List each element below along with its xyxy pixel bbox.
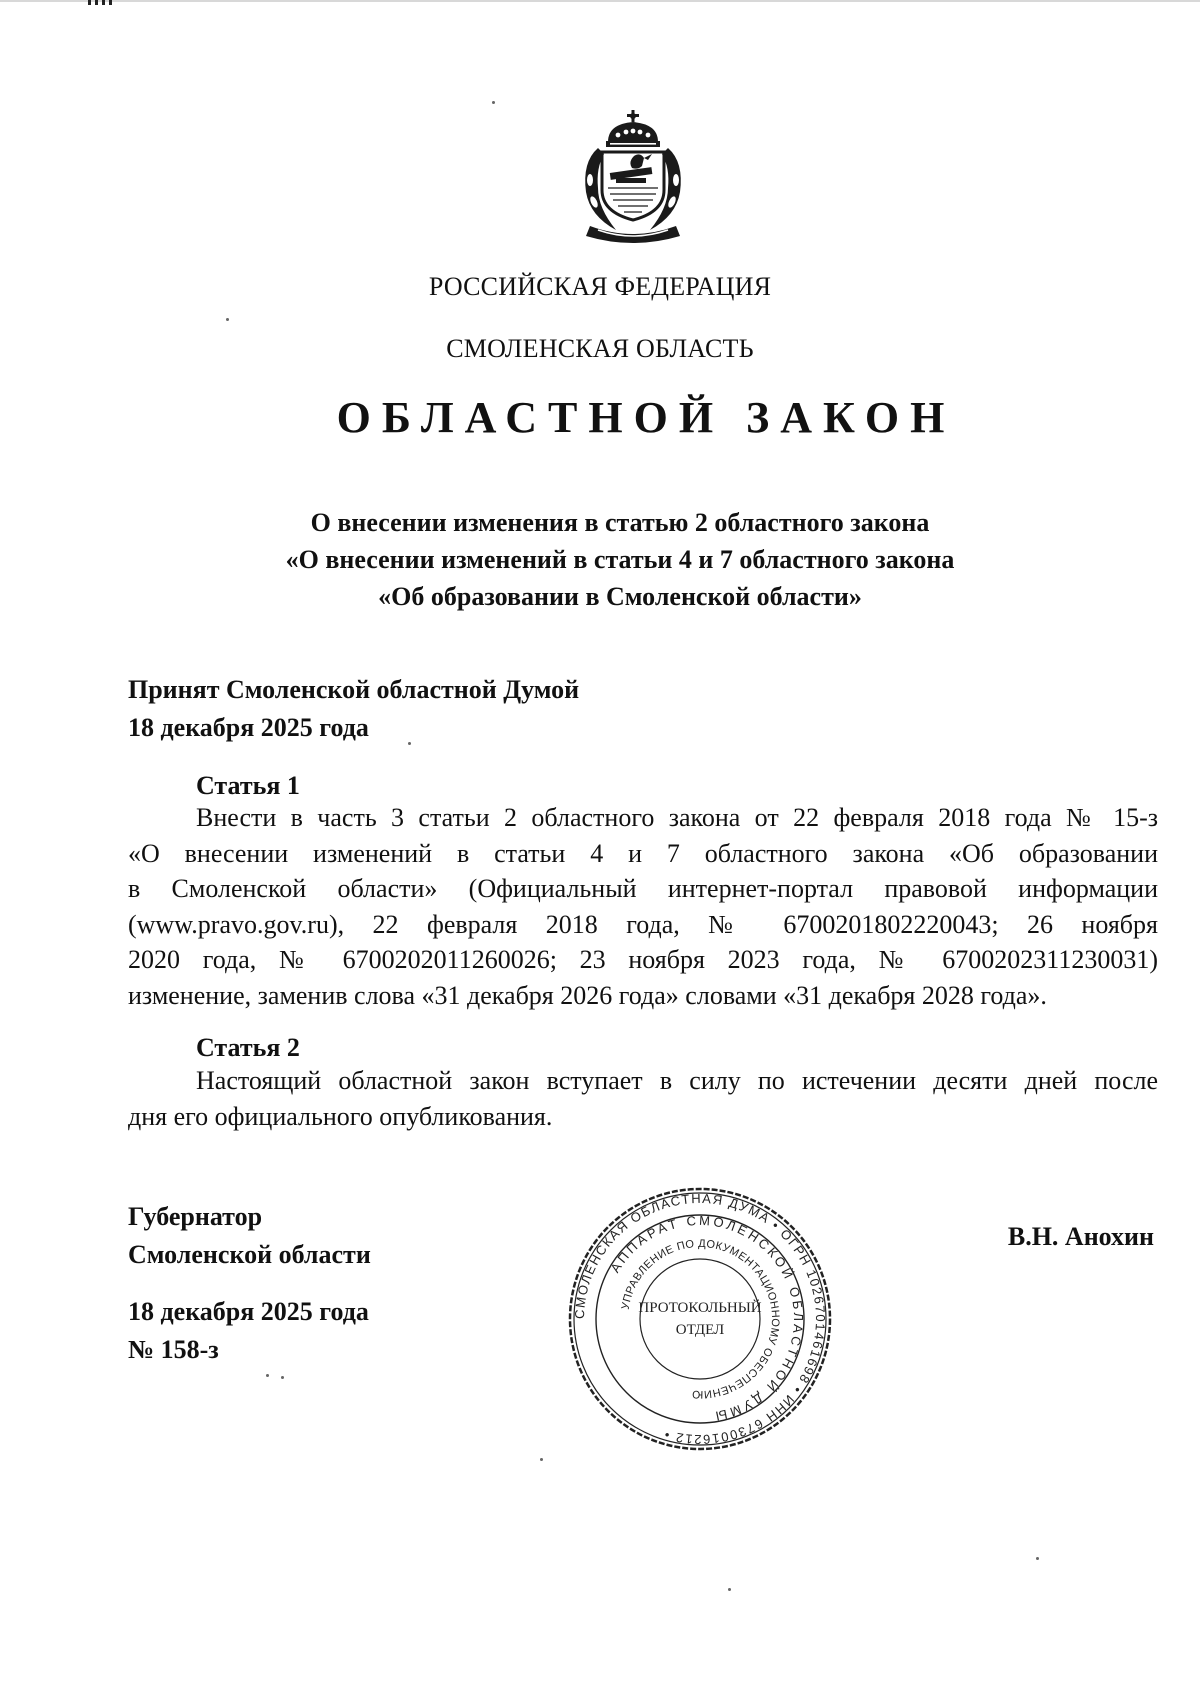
article-1-line: «О внесении изменений в статьи 4 и 7 областного закона «Об образовании — [128, 838, 1158, 868]
stamp-center-line: ПРОТОКОЛЬНЫЙ — [638, 1300, 762, 1316]
scan-speck — [226, 318, 229, 321]
country-name: РОССИЙСКАЯ ФЕДЕРАЦИЯ — [428, 272, 772, 301]
adoption-block — [128, 671, 579, 747]
stamp-inner-text: УПРАВЛЕНИЕ ПО ДОКУМЕНТАЦИОННОМУ ОБЕСПЕЧЕНИЮ — [619, 1237, 782, 1401]
article-1-heading: Статья 1 — [196, 771, 300, 800]
scan-top-edge — [0, 0, 1200, 2]
document-type: ОБЛАСТНОЙ ЗАКОН — [336, 393, 956, 442]
article-1-line: 2020 года, № 6700202011260026; 23 ноября 2023 года, № 6700202311230031) — [128, 945, 1158, 974]
signatory-position — [128, 1198, 371, 1274]
law-title-line: «О внесении изменений в статьи 4 и 7 областного закона — [285, 545, 955, 574]
scan-speck — [281, 1376, 284, 1379]
coat-of-arms-emblem — [568, 108, 698, 244]
law-title-line: О внесении изменения в статью 2 областного закона — [310, 508, 930, 537]
scan-speck — [266, 1374, 269, 1377]
scan-speck — [1036, 1557, 1039, 1560]
article-2-heading: Статья 2 — [196, 1033, 300, 1062]
law-number: № 158-з — [128, 1335, 219, 1364]
article-2-line: Настоящий областной закон вступает в силу по истечении десяти дней после — [196, 1066, 1158, 1095]
stamp-outer-text: СМОЛЕНСКАЯ ОБЛАСТНАЯ ДУМА • ОГРН 1026701461698 • ИНН 6730016212 • — [571, 1190, 829, 1448]
article-1-text — [128, 800, 1158, 1013]
scan-edge-mark — [88, 0, 114, 5]
scan-speck — [540, 1458, 543, 1461]
signer-name: В.Н. Анохин — [1007, 1222, 1154, 1251]
article-2-line: дня его официального опубликования. — [128, 1101, 553, 1131]
signing-date: 18 декабря 2025 года — [128, 1297, 369, 1326]
article-1-line: (www.pravo.gov.ru), 22 февраля 2018 года, № 6700201802220043; 26 ноября — [128, 909, 1158, 939]
stamp-center-line: ОТДЕЛ — [675, 1322, 725, 1338]
position-title: Губернатор — [128, 1202, 263, 1231]
position-region: Смоленской области — [128, 1240, 371, 1269]
scan-speck — [728, 1588, 731, 1591]
law-title-line: «Об образовании в Смоленской области» — [378, 582, 862, 611]
article-2-text — [128, 1063, 1158, 1134]
article-1-line: в Смоленской области» (Официальный интернет-портал правовой информации — [128, 874, 1158, 903]
law-title — [200, 504, 1040, 615]
signing-block — [128, 1293, 369, 1369]
stamp-middle-text: АППАРАТ СМОЛЕНСКОЙ ОБЛАСТНОЙ ДУМЫ — [607, 1212, 807, 1425]
stamp-center-text — [566, 1297, 834, 1341]
article-1-line: изменение, заменив слова «31 декабря 2026 года» словами «31 декабря 2028 года». — [128, 980, 1047, 1010]
region-name: СМОЛЕНСКАЯ ОБЛАСТЬ — [446, 334, 754, 363]
adoption-date: 18 декабря 2025 года — [128, 713, 369, 742]
scan-speck — [492, 101, 495, 104]
adoption-body: Принят Смоленской областной Думой — [128, 675, 580, 704]
official-stamp — [566, 1185, 834, 1453]
article-1-line: Внести в часть 3 статьи 2 областного закона от 22 февраля 2018 года № 15-з — [196, 803, 1158, 832]
scan-speck — [408, 742, 411, 745]
